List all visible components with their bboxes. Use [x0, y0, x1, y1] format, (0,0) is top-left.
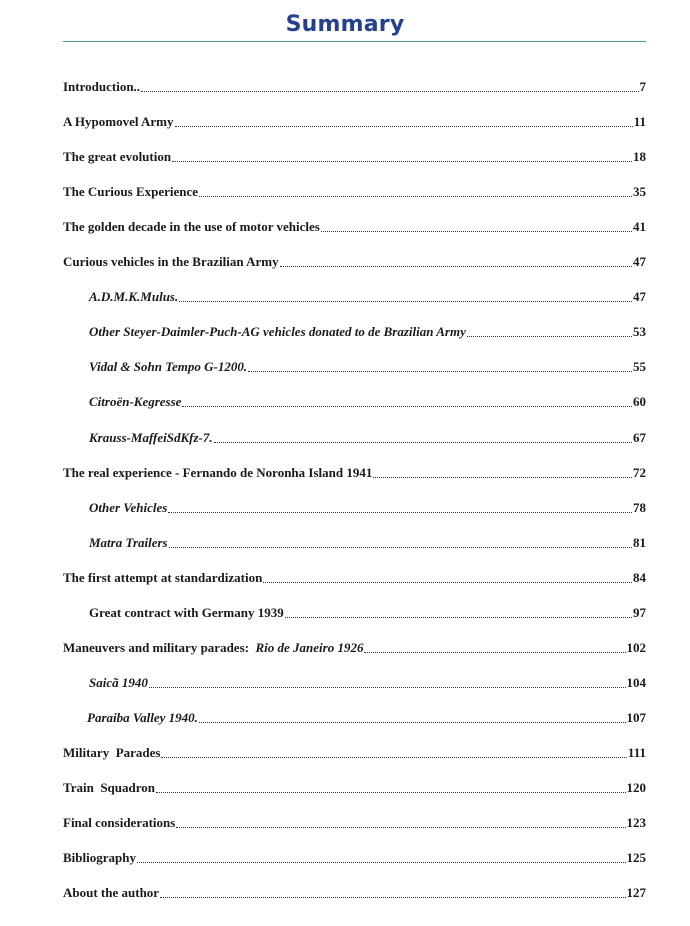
toc-entry-label: Citroën-Kegresse [89, 394, 182, 409]
toc-subentry-steyer-daimler[interactable] [89, 324, 646, 340]
toc-entry-first-attempt[interactable] [63, 570, 646, 586]
toc-entry-label-italic: Rio de Janeiro 1926 [255, 640, 364, 655]
dot-leader [175, 126, 633, 127]
dot-leader [373, 477, 632, 478]
toc-entry-page: 55 [633, 359, 646, 374]
toc-entry-label [63, 640, 363, 656]
toc-entry-page: 78 [633, 500, 646, 515]
dot-leader [172, 161, 632, 162]
toc-entry-label: Saicã 1940 [89, 675, 148, 690]
toc-entry-curious-experience[interactable] [63, 184, 646, 200]
dot-leader [156, 792, 625, 793]
toc-entry-page: 81 [633, 535, 646, 550]
toc-entry-page: 125 [626, 850, 646, 865]
toc-entry-curious-vehicles[interactable] [63, 254, 646, 270]
toc-subentry-krauss-maffei[interactable] [89, 430, 646, 446]
dot-leader [182, 406, 632, 407]
toc-entry-page: 107 [626, 710, 646, 725]
toc-subentry-citroen-kegresse[interactable] [89, 394, 646, 410]
toc-subentry-saica[interactable] [89, 675, 646, 691]
dot-leader [149, 687, 626, 688]
toc-entry-label: Other Vehicles [89, 500, 168, 515]
dot-leader [168, 512, 632, 513]
toc-entry-page: 53 [633, 324, 646, 339]
toc-entry-label: Military Parades [63, 745, 161, 760]
dot-leader [161, 757, 626, 758]
toc-subentry-other-vehicles[interactable] [89, 500, 646, 516]
toc-entry-label: Other Steyer-Daimler-Puch-AG vehicles donated to de Brazilian Army [89, 324, 466, 339]
toc-entry-label: Matra Trailers [89, 535, 168, 550]
toc-subentry-paraiba-valley[interactable] [87, 710, 646, 726]
toc-entry-page: 102 [626, 640, 646, 655]
toc-entry-page: 7 [639, 79, 646, 94]
toc-entry-label: Introduction.. [63, 79, 141, 94]
toc-entry-label: Vidal & Sohn Tempo G-1200. [89, 359, 248, 374]
toc-entry-page: 120 [626, 780, 646, 795]
toc-entry-page: 97 [633, 605, 646, 620]
dot-leader [199, 196, 632, 197]
toc-entry-page: 47 [633, 254, 646, 269]
toc-entry-page: 84 [633, 570, 646, 585]
toc-entry-real-experience[interactable] [63, 465, 646, 481]
toc-entry-page: 104 [626, 675, 646, 690]
toc-entry-hypomovel-army[interactable] [63, 114, 646, 130]
dot-leader [263, 582, 632, 583]
toc-entry-final-considerations[interactable] [63, 815, 646, 831]
dot-leader [280, 266, 632, 267]
toc-entry-page: 111 [627, 745, 646, 760]
dot-leader [160, 897, 625, 898]
toc-entry-label: Bibliography [63, 850, 136, 865]
dot-leader [248, 371, 632, 372]
toc-entry-golden-decade[interactable] [63, 219, 646, 235]
toc-entry-page: 72 [633, 465, 646, 480]
toc-entry-maneuvers-parades[interactable] [63, 640, 646, 656]
toc-entry-label: About the author [63, 885, 160, 900]
dot-leader [169, 547, 632, 548]
toc-entry-page: 67 [633, 430, 646, 445]
toc-subentry-matra-trailers[interactable] [89, 535, 646, 551]
toc-entry-page: 123 [626, 815, 646, 830]
toc-entry-label: Krauss-MaffeiSdKfz-7. [89, 430, 213, 445]
toc-entry-page: 35 [633, 184, 646, 199]
dot-leader [467, 336, 632, 337]
toc-subentry-admk-mulus[interactable] [89, 289, 646, 305]
toc-entry-military-parades[interactable] [63, 745, 646, 761]
dot-leader [141, 91, 638, 92]
toc-entry-page: 47 [633, 289, 646, 304]
page-title: Summary [285, 12, 405, 37]
dot-leader [176, 827, 625, 828]
toc-entry-label: Final considerations [63, 815, 176, 830]
toc-entry-label: A.D.M.K.Mulus. [89, 289, 179, 304]
toc-entry-label: The Curious Experience [63, 184, 199, 199]
toc-entry-label: The great evolution [63, 149, 172, 164]
toc-entry-label-main: Maneuvers and military parades: [63, 640, 249, 655]
toc-entry-label: Great contract with Germany 1939 [89, 605, 284, 620]
dot-leader [285, 617, 632, 618]
toc-entry-page: 18 [633, 149, 646, 164]
toc-entry-label: The real experience - Fernando de Noronha Island 1941 [63, 465, 373, 480]
toc-entry-about-author[interactable] [63, 885, 646, 901]
toc-subentry-great-contract[interactable] [89, 605, 646, 621]
toc-entry-label: Curious vehicles in the Brazilian Army [63, 254, 279, 269]
toc-subentry-vidal-sohn[interactable] [89, 359, 646, 375]
toc-entry-page: 127 [626, 885, 646, 900]
toc-entry-page: 11 [633, 114, 646, 129]
dot-leader [321, 231, 632, 232]
toc-entry-page: 41 [633, 219, 646, 234]
toc-entry-label: The first attempt at standardization [63, 570, 263, 585]
toc-entry-label: A Hypomovel Army [63, 114, 174, 129]
toc-entry-bibliography[interactable] [63, 850, 646, 866]
toc-entry-great-evolution[interactable] [63, 149, 646, 165]
toc-entry-introduction[interactable] [63, 79, 646, 95]
dot-leader [137, 862, 626, 863]
dot-leader [179, 301, 632, 302]
toc-entry-label: Train Squadron [63, 780, 156, 795]
dot-leader [364, 652, 625, 653]
dot-leader [199, 722, 626, 723]
toc-entry-page: 60 [633, 394, 646, 409]
toc-entry-train-squadron[interactable] [63, 780, 646, 796]
toc-entry-label: Paraiba Valley 1940. [87, 710, 198, 725]
toc-entry-label: The golden decade in the use of motor vehicles [63, 219, 320, 234]
dot-leader [214, 442, 632, 443]
